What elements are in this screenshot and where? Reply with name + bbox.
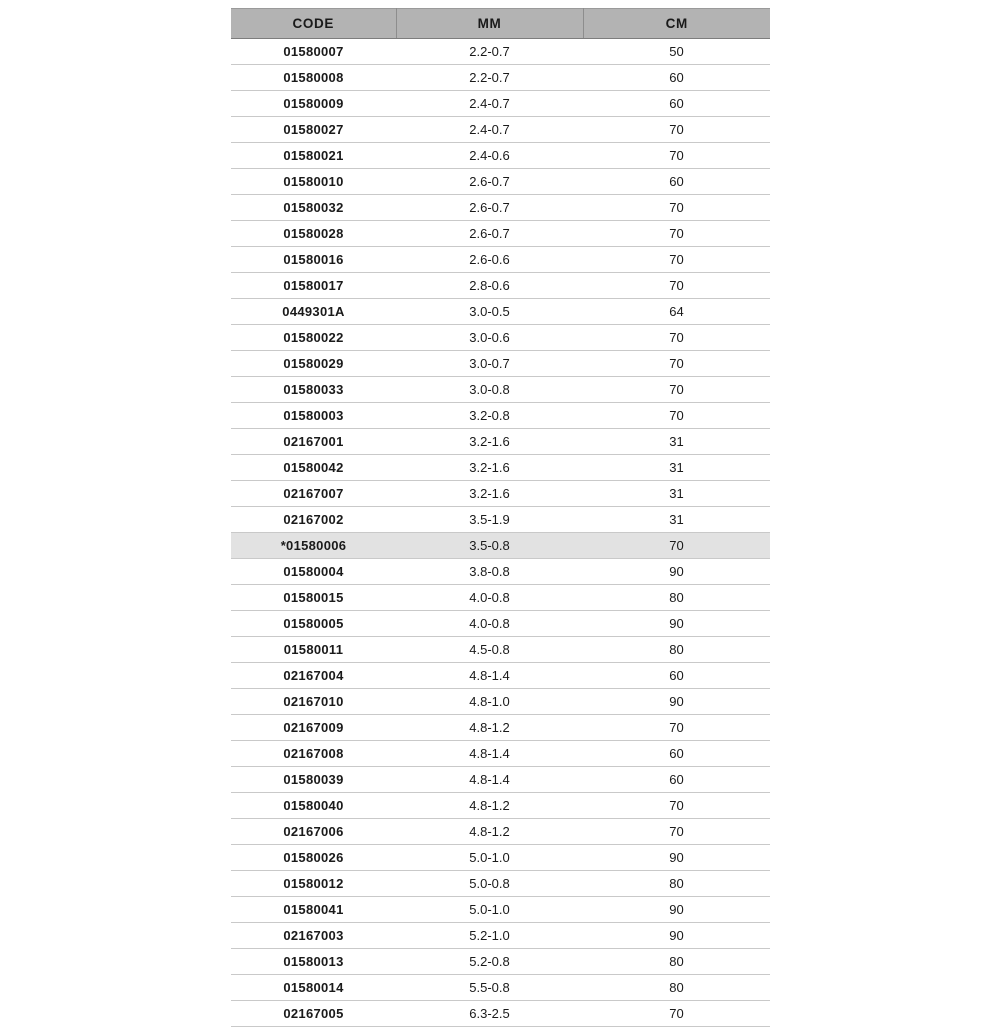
table-row (231, 975, 770, 1001)
table-row (231, 559, 770, 585)
cell-cm: 90 (583, 611, 770, 637)
cell-mm: 2.6-0.7 (396, 221, 583, 247)
cell-mm: 3.5-0.8 (396, 533, 583, 559)
cell-cm: 70 (583, 221, 770, 247)
table-row (231, 819, 770, 845)
cell-mm: 4.5-0.8 (396, 637, 583, 663)
column-header-code: CODE (231, 9, 396, 39)
cell-cm: 70 (583, 273, 770, 299)
cell-cm: 80 (583, 637, 770, 663)
cell-cm: 70 (583, 819, 770, 845)
cell-code: 01580005 (231, 611, 396, 637)
cell-code: 01580027 (231, 117, 396, 143)
cell-mm: 5.5-0.8 (396, 975, 583, 1001)
cell-code: 01580022 (231, 325, 396, 351)
table-row (231, 143, 770, 169)
table-row (231, 1001, 770, 1027)
cell-code: 01580017 (231, 273, 396, 299)
cell-mm: 2.6-0.6 (396, 247, 583, 273)
table-row (231, 195, 770, 221)
table-row (231, 793, 770, 819)
table-body (231, 39, 770, 1027)
table-row (231, 741, 770, 767)
cell-code: 02167003 (231, 923, 396, 949)
cell-code: 02167005 (231, 1001, 396, 1027)
table-row (231, 91, 770, 117)
cell-mm: 4.8-1.2 (396, 819, 583, 845)
cell-cm: 31 (583, 455, 770, 481)
cell-mm: 4.8-1.2 (396, 715, 583, 741)
cell-code: 02167009 (231, 715, 396, 741)
cell-cm: 70 (583, 195, 770, 221)
cell-code: 01580021 (231, 143, 396, 169)
cell-code: 01580004 (231, 559, 396, 585)
cell-code: 01580003 (231, 403, 396, 429)
cell-mm: 3.2-0.8 (396, 403, 583, 429)
cell-cm: 80 (583, 975, 770, 1001)
table-row (231, 117, 770, 143)
cell-mm: 3.5-1.9 (396, 507, 583, 533)
cell-code: 01580007 (231, 39, 396, 65)
cell-mm: 3.0-0.8 (396, 377, 583, 403)
cell-code: 02167002 (231, 507, 396, 533)
cell-cm: 64 (583, 299, 770, 325)
table-row (231, 481, 770, 507)
table-header-row (231, 9, 770, 39)
table-row (231, 247, 770, 273)
cell-code: 0449301A (231, 299, 396, 325)
table-row (231, 767, 770, 793)
table-row (231, 455, 770, 481)
cell-cm: 50 (583, 39, 770, 65)
cell-cm: 70 (583, 377, 770, 403)
cell-mm: 2.4-0.6 (396, 143, 583, 169)
cell-code: 01580014 (231, 975, 396, 1001)
cell-mm: 3.2-1.6 (396, 429, 583, 455)
cell-mm: 5.0-1.0 (396, 845, 583, 871)
cell-mm: 4.0-0.8 (396, 611, 583, 637)
cell-cm: 70 (583, 247, 770, 273)
cell-mm: 2.6-0.7 (396, 169, 583, 195)
table-row (231, 845, 770, 871)
cell-code: *01580006 (231, 533, 396, 559)
cell-cm: 90 (583, 923, 770, 949)
table-row (231, 507, 770, 533)
cell-mm: 2.2-0.7 (396, 65, 583, 91)
cell-code: 02167001 (231, 429, 396, 455)
spec-table-container (231, 8, 770, 1027)
table-header (231, 9, 770, 39)
cell-code: 01580011 (231, 637, 396, 663)
cell-cm: 70 (583, 715, 770, 741)
table-row (231, 871, 770, 897)
table-row (231, 897, 770, 923)
cell-cm: 80 (583, 949, 770, 975)
cell-code: 01580008 (231, 65, 396, 91)
table-row (231, 169, 770, 195)
cell-cm: 70 (583, 117, 770, 143)
cell-mm: 3.2-1.6 (396, 455, 583, 481)
cell-code: 02167007 (231, 481, 396, 507)
cell-cm: 90 (583, 897, 770, 923)
cell-code: 02167004 (231, 663, 396, 689)
cell-mm: 4.8-1.4 (396, 663, 583, 689)
cell-cm: 70 (583, 1001, 770, 1027)
cell-code: 01580009 (231, 91, 396, 117)
cell-cm: 70 (583, 793, 770, 819)
column-header-mm: MM (396, 9, 583, 39)
cell-cm: 70 (583, 143, 770, 169)
cell-cm: 70 (583, 533, 770, 559)
cell-cm: 90 (583, 689, 770, 715)
cell-code: 01580042 (231, 455, 396, 481)
cell-mm: 5.2-1.0 (396, 923, 583, 949)
cell-cm: 60 (583, 767, 770, 793)
cell-mm: 3.0-0.7 (396, 351, 583, 377)
cell-code: 02167006 (231, 819, 396, 845)
cell-code: 01580033 (231, 377, 396, 403)
table-row (231, 403, 770, 429)
table-row (231, 65, 770, 91)
cell-code: 01580026 (231, 845, 396, 871)
cell-mm: 2.6-0.7 (396, 195, 583, 221)
table-row (231, 715, 770, 741)
cell-code: 01580041 (231, 897, 396, 923)
cell-code: 01580028 (231, 221, 396, 247)
cell-code: 01580016 (231, 247, 396, 273)
cell-mm: 5.2-0.8 (396, 949, 583, 975)
cell-code: 01580013 (231, 949, 396, 975)
cell-mm: 4.8-1.4 (396, 741, 583, 767)
table-row (231, 273, 770, 299)
cell-cm: 80 (583, 585, 770, 611)
cell-code: 01580029 (231, 351, 396, 377)
cell-code: 01580012 (231, 871, 396, 897)
table-row (231, 221, 770, 247)
table-row (231, 689, 770, 715)
cell-code: 02167010 (231, 689, 396, 715)
table-row (231, 377, 770, 403)
cell-mm: 2.8-0.6 (396, 273, 583, 299)
cell-mm: 4.0-0.8 (396, 585, 583, 611)
cell-cm: 60 (583, 91, 770, 117)
table-row (231, 663, 770, 689)
cell-mm: 2.4-0.7 (396, 117, 583, 143)
table-row (231, 325, 770, 351)
cell-mm: 4.8-1.0 (396, 689, 583, 715)
cell-mm: 3.0-0.6 (396, 325, 583, 351)
column-header-cm: CM (583, 9, 770, 39)
cell-cm: 31 (583, 481, 770, 507)
cell-cm: 70 (583, 403, 770, 429)
table-row (231, 923, 770, 949)
cell-mm: 3.8-0.8 (396, 559, 583, 585)
cell-cm: 31 (583, 429, 770, 455)
cell-mm: 2.4-0.7 (396, 91, 583, 117)
product-spec-table (231, 8, 770, 1027)
cell-code: 01580015 (231, 585, 396, 611)
cell-cm: 90 (583, 559, 770, 585)
cell-code: 01580010 (231, 169, 396, 195)
table-row (231, 949, 770, 975)
cell-mm: 3.0-0.5 (396, 299, 583, 325)
cell-cm: 90 (583, 845, 770, 871)
table-row (231, 585, 770, 611)
table-row (231, 637, 770, 663)
cell-cm: 70 (583, 325, 770, 351)
cell-mm: 4.8-1.2 (396, 793, 583, 819)
cell-mm: 3.2-1.6 (396, 481, 583, 507)
cell-code: 01580032 (231, 195, 396, 221)
table-row (231, 39, 770, 65)
cell-cm: 31 (583, 507, 770, 533)
table-row (231, 299, 770, 325)
cell-mm: 6.3-2.5 (396, 1001, 583, 1027)
table-row (231, 533, 770, 559)
cell-mm: 4.8-1.4 (396, 767, 583, 793)
cell-cm: 80 (583, 871, 770, 897)
cell-cm: 60 (583, 169, 770, 195)
cell-mm: 2.2-0.7 (396, 39, 583, 65)
cell-code: 01580040 (231, 793, 396, 819)
table-row (231, 429, 770, 455)
cell-cm: 70 (583, 351, 770, 377)
cell-cm: 60 (583, 741, 770, 767)
cell-code: 01580039 (231, 767, 396, 793)
table-row (231, 351, 770, 377)
table-row (231, 611, 770, 637)
cell-cm: 60 (583, 65, 770, 91)
cell-mm: 5.0-1.0 (396, 897, 583, 923)
cell-cm: 60 (583, 663, 770, 689)
cell-code: 02167008 (231, 741, 396, 767)
cell-mm: 5.0-0.8 (396, 871, 583, 897)
